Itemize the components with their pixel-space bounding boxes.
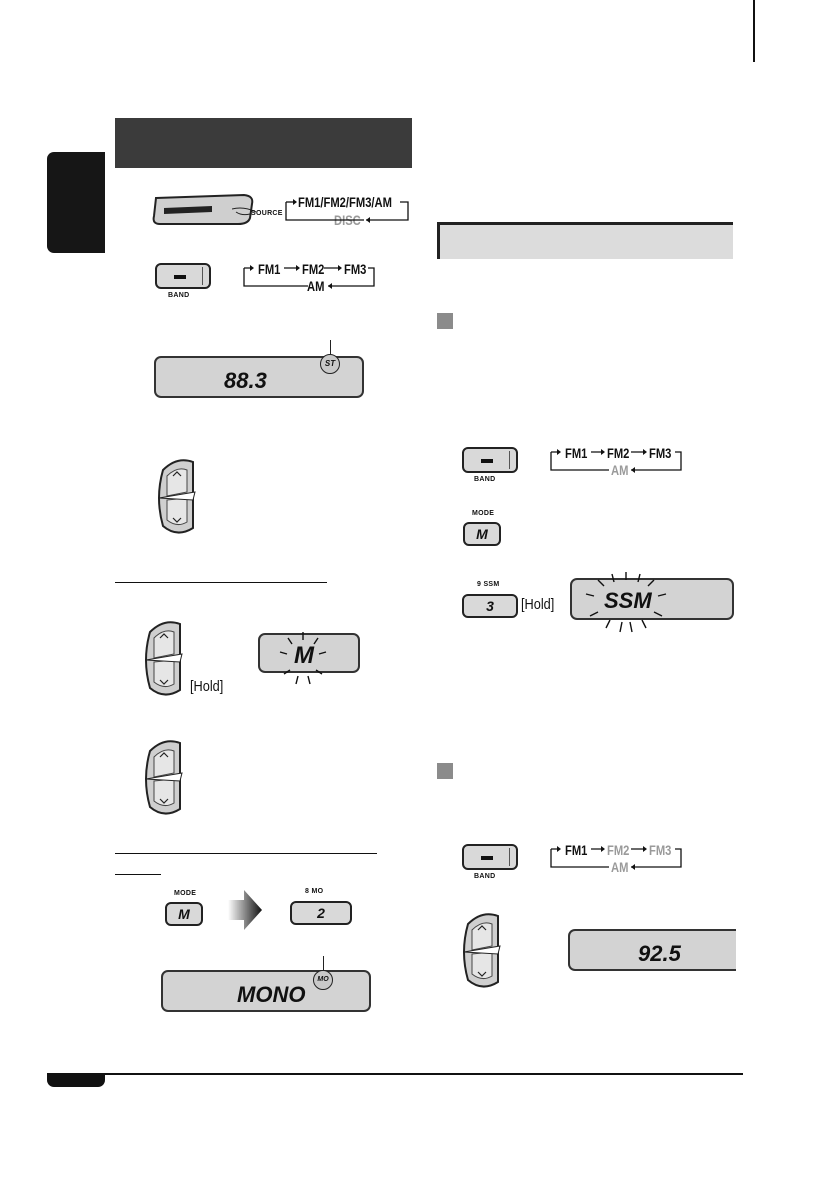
band-button-slot bbox=[174, 275, 186, 279]
mode-label-1: MODE bbox=[174, 890, 197, 897]
band-flow-2-fm2: FM2 bbox=[607, 445, 630, 461]
band-label-1: BAND bbox=[168, 292, 190, 299]
band-label-2: BAND bbox=[474, 476, 496, 483]
page-number-tab bbox=[47, 1073, 105, 1087]
step-marker-1 bbox=[437, 313, 453, 329]
band-flow-2-fm3: FM3 bbox=[649, 445, 672, 461]
preset-button-3[interactable]: 3 bbox=[462, 594, 518, 618]
band-flow-1-fm2: FM2 bbox=[302, 261, 325, 277]
band-flow-3-am: AM bbox=[611, 859, 629, 875]
mono-text: MONO bbox=[237, 982, 306, 1007]
frequency-value-1: 88.3 bbox=[224, 368, 267, 393]
top-rule bbox=[753, 0, 755, 62]
source-flow-arrows bbox=[284, 196, 414, 226]
band-flow-3-fm3: FM3 bbox=[649, 842, 672, 858]
next-step-arrow-icon bbox=[228, 888, 262, 932]
preset-button-2[interactable]: 2 bbox=[290, 901, 352, 925]
tuning-rocker-button-4[interactable] bbox=[458, 910, 506, 992]
band-flow-2-am: AM bbox=[611, 462, 629, 478]
band-flow-1-am: AM bbox=[307, 278, 325, 294]
stereo-indicator: ST bbox=[320, 354, 340, 374]
band-flow-1-fm1: FM1 bbox=[258, 261, 281, 277]
bottom-rule bbox=[47, 1073, 743, 1075]
frequency-display-2 bbox=[568, 929, 736, 971]
tuning-rocker-button-2[interactable] bbox=[140, 618, 188, 700]
band-flow-1-fm3: FM3 bbox=[344, 261, 367, 277]
mono-section-underline-2 bbox=[115, 874, 161, 875]
manual-tuning-underline bbox=[115, 582, 327, 583]
section-title-bar bbox=[115, 118, 412, 168]
band-flow-3-fm2: FM2 bbox=[607, 842, 630, 858]
mode-button-1[interactable]: M bbox=[165, 902, 203, 926]
source-flow-line1: FM1/FM2/FM3/AM bbox=[298, 194, 392, 210]
mode-label-2: MODE bbox=[472, 510, 495, 517]
hold-label-2: [Hold] bbox=[521, 596, 555, 613]
ssm-text: SSM bbox=[604, 588, 652, 613]
tuning-rocker-button-3[interactable] bbox=[140, 737, 188, 819]
frequency-value-2: 92.5 bbox=[638, 941, 681, 966]
mono-display bbox=[161, 970, 371, 1012]
subsection-header-box bbox=[437, 222, 733, 259]
hold-label-1: [Hold] bbox=[190, 678, 224, 695]
source-flow-line2: DISC bbox=[334, 212, 361, 228]
mode-button-2[interactable]: M bbox=[463, 522, 501, 546]
band-label-3: BAND bbox=[474, 873, 496, 880]
manual-mode-letter: M bbox=[294, 642, 314, 669]
tuning-rocker-button-1[interactable] bbox=[153, 456, 201, 538]
band-flow-3-fm1: FM1 bbox=[565, 842, 588, 858]
source-label: SOURCE bbox=[251, 210, 283, 217]
step-marker-2 bbox=[437, 763, 453, 779]
mono-indicator: MO bbox=[313, 970, 333, 990]
band-button-2[interactable] bbox=[462, 447, 518, 473]
band-button-1[interactable] bbox=[155, 263, 211, 289]
preset-2-top-label: 8 MO bbox=[305, 888, 324, 895]
band-button-3[interactable] bbox=[462, 844, 518, 870]
language-tab bbox=[47, 152, 105, 253]
mono-section-underline-1 bbox=[115, 853, 377, 854]
preset-3-top-label: 9 SSM bbox=[477, 581, 500, 588]
band-flow-2-fm1: FM1 bbox=[565, 445, 588, 461]
